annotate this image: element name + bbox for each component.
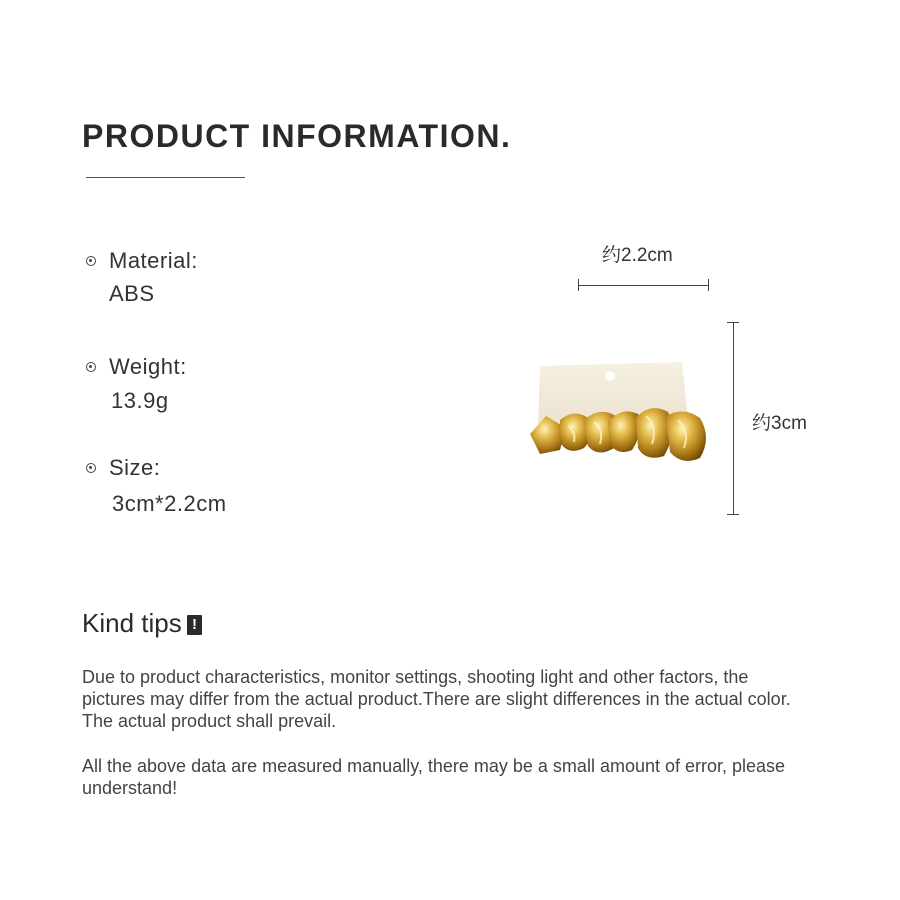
product-earrings-image <box>524 356 720 466</box>
bullet-icon <box>86 256 96 266</box>
warning-icon: ! <box>187 615 202 635</box>
height-dimension-line <box>733 322 734 515</box>
spec-value: 3cm*2.2cm <box>112 491 227 516</box>
title-underline <box>86 177 245 178</box>
bullet-icon <box>86 362 96 372</box>
height-dimension-label: 约3cm <box>752 413 807 434</box>
width-tick-right <box>708 279 709 291</box>
height-tick-bottom <box>727 514 739 515</box>
tips-paragraph-1: Due to product characteristics, monitor settings, shooting light and other factors, the pictures may differ from the actual product.There are slight differences in the actual color. The actual product shall prevail. <box>82 667 791 731</box>
page-title: PRODUCT INFORMATION. <box>82 118 512 154</box>
spec-label: Size: <box>109 455 161 480</box>
spec-value: 13.9g <box>111 388 169 413</box>
tips-title: Kind tips <box>82 608 182 638</box>
width-tick-left <box>578 279 579 291</box>
width-dimension-line <box>578 285 709 286</box>
height-tick-top <box>727 322 739 323</box>
width-dimension-label: 约2.2cm <box>602 245 673 266</box>
spec-label: Weight: <box>109 354 187 379</box>
tips-paragraph-2: All the above data are measured manually, there may be a small amount of error, please understand! <box>82 756 786 798</box>
spec-value: ABS <box>109 281 155 306</box>
spec-label: Material: <box>109 248 198 273</box>
bullet-icon <box>86 463 96 473</box>
